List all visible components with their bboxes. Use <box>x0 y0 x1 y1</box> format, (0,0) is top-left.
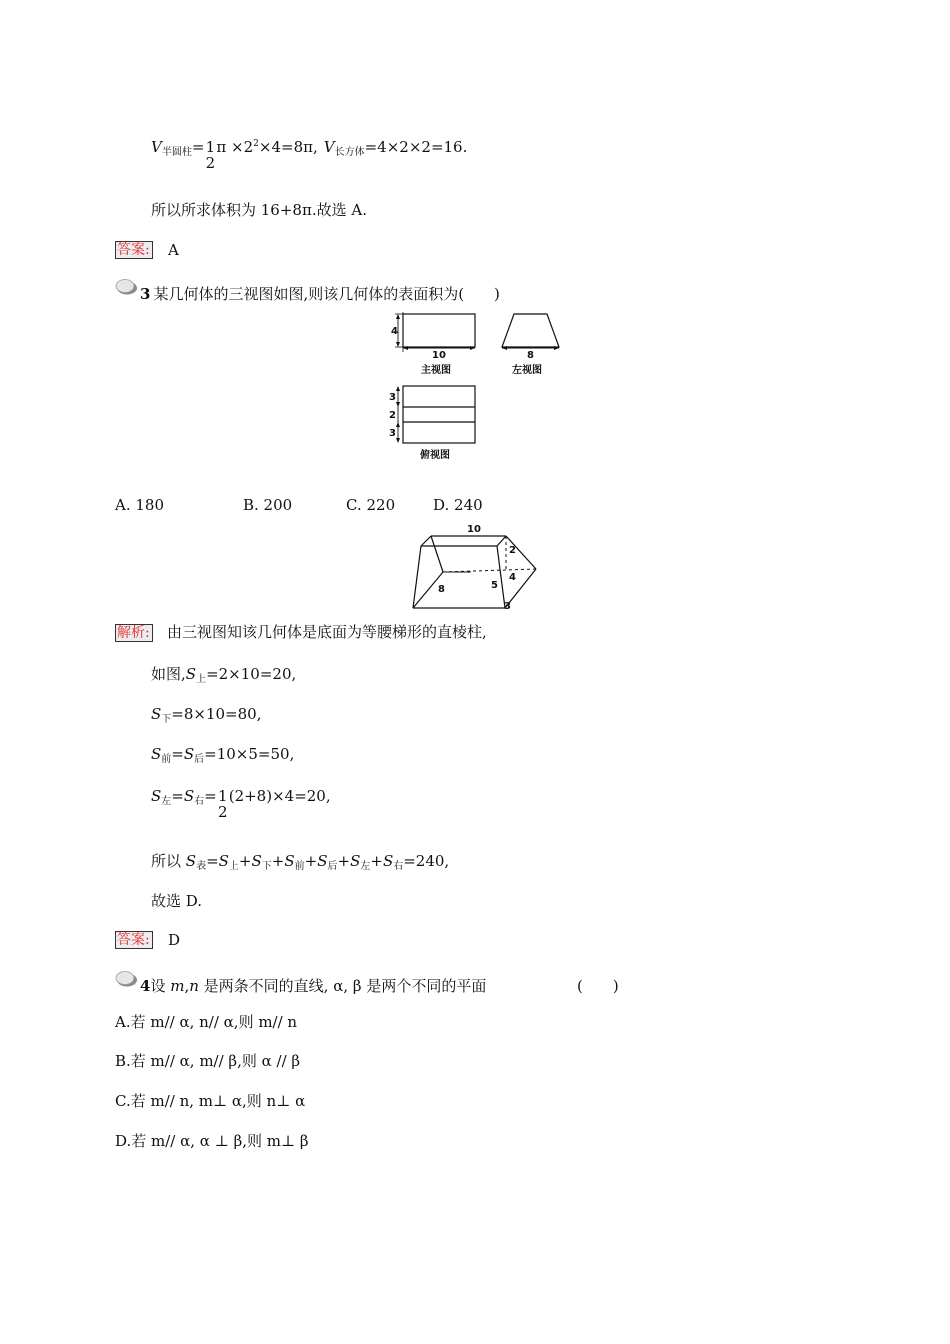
fraction-half <box>217 786 229 821</box>
v-symbol: V <box>323 138 335 156</box>
area-symbol: S <box>151 705 162 723</box>
v-subscript: 半圆柱 <box>161 147 192 158</box>
analysis-line-4 <box>151 786 331 821</box>
line-text: =8×10=80, <box>171 705 262 723</box>
question-text: 某几何体的三视图如图,则该几何体的表面积为( ) <box>153 285 500 303</box>
v-subscript: 长方体 <box>334 147 365 158</box>
analysis-line-1 <box>151 664 296 690</box>
solid-label-slant: 5 <box>491 580 498 591</box>
analysis-tag: 解析: <box>115 624 153 642</box>
fraction-denominator: 2 <box>205 154 216 172</box>
area-symbol: S <box>185 852 197 870</box>
solid-label-bottom: 3 <box>504 601 511 612</box>
line-text: (2+8)×4=20, <box>228 787 331 805</box>
question-text: , <box>184 977 190 995</box>
answer-tag: 答案: <box>115 931 153 949</box>
formula-part: =4×2×2=16. <box>364 138 468 156</box>
var-n: n <box>189 977 199 995</box>
question-bullet-icon <box>115 279 137 295</box>
area-subscript: 右 <box>194 796 205 807</box>
solid-label-slant-top: 2 <box>509 545 516 556</box>
area-subscript: 下 <box>161 714 172 725</box>
analysis-line-6: 故选 D. <box>151 892 203 910</box>
question-text: 是两条不同的直线, α, β 是两个不同的平面 <box>198 977 487 995</box>
area-subscript: 右 <box>393 861 404 872</box>
area-symbol: S <box>185 665 197 683</box>
formula-part: π ×2 <box>216 138 254 156</box>
top-depth-label-3: 3 <box>389 428 396 439</box>
area-symbol: S <box>317 852 328 870</box>
equals-sign: = <box>204 787 217 805</box>
area-subscript: 上 <box>196 674 207 685</box>
area-subscript: 前 <box>161 754 172 765</box>
solid-label-top: 10 <box>467 524 481 535</box>
area-subscript: 前 <box>294 861 305 872</box>
question-4-stem <box>140 976 486 996</box>
q4-option-a: A.若 m// α, n// α,则 m// n <box>115 1013 298 1031</box>
conclusion-text: 所以所求体积为 16+8π.故选 A. <box>151 201 367 219</box>
area-symbol: S <box>151 787 162 805</box>
operator: + <box>337 852 351 870</box>
operator: + <box>304 852 318 870</box>
top-caption: 俯视图 <box>420 450 450 461</box>
equals-sign: = <box>171 745 184 763</box>
fraction-numerator: 1 <box>217 787 228 805</box>
line-text: 所以 <box>151 852 186 870</box>
q4-option-b: B.若 m// α, m// β,则 α // β <box>115 1052 301 1070</box>
var-m: m <box>170 977 185 995</box>
answer-value: A <box>168 241 179 259</box>
question-bullet-icon <box>115 971 137 987</box>
area-symbol: S <box>183 787 195 805</box>
fraction-denominator: 2 <box>217 803 228 821</box>
surface-sum-expression <box>186 852 449 870</box>
fraction-half <box>204 137 216 172</box>
operator: + <box>271 852 285 870</box>
equals-sign: = <box>191 138 205 156</box>
front-height-label: 4 <box>391 326 398 337</box>
operator: + <box>370 852 383 870</box>
exponent: 2 <box>253 139 259 149</box>
analysis-line-2 <box>151 704 261 730</box>
line-text: =10×5=50, <box>204 745 295 763</box>
prism-figure <box>405 522 545 614</box>
side-caption: 左视图 <box>512 365 542 376</box>
area-subscript: 左 <box>360 861 371 872</box>
operator: = <box>206 852 219 870</box>
answer-tag: 答案: <box>115 241 153 259</box>
v-symbol: V <box>151 138 162 156</box>
area-subscript: 下 <box>261 861 272 872</box>
analysis-line-5 <box>151 851 449 877</box>
line-text: =2×10=20, <box>206 665 297 683</box>
question-3-stem <box>140 284 500 304</box>
area-symbol: S <box>382 852 394 870</box>
equals-sign: = <box>171 787 184 805</box>
area-symbol: S <box>183 745 195 763</box>
area-subscript: 左 <box>161 796 172 807</box>
top-depth-label-1: 3 <box>389 392 396 403</box>
option-c: C. 220 <box>346 496 396 514</box>
side-width-label: 8 <box>527 350 534 361</box>
area-symbol: S <box>350 852 361 870</box>
question-number: 4 <box>140 977 151 995</box>
solid-label-height: 4 <box>509 572 516 583</box>
area-subscript: 后 <box>327 861 338 872</box>
option-a: A. 180 <box>115 496 164 514</box>
operator: + <box>238 852 252 870</box>
q4-option-d: D.若 m// α, α ⊥ β,则 m⊥ β <box>115 1132 309 1150</box>
top-depth-label-2: 2 <box>389 410 396 421</box>
area-symbol: S <box>218 852 229 870</box>
option-b: B. 200 <box>243 496 293 514</box>
solid-label-base: 8 <box>438 584 445 595</box>
answer-paren: ( ) <box>577 977 619 995</box>
analysis-intro: 由三视图知该几何体是底面为等腰梯形的直棱柱, <box>167 623 487 641</box>
front-width-label: 10 <box>432 350 446 361</box>
area-subscript: 后 <box>194 754 205 765</box>
area-subscript: 表 <box>196 861 207 872</box>
area-subscript: 上 <box>228 861 239 872</box>
operator: =240, <box>403 852 450 870</box>
volume-formula-line <box>151 134 468 172</box>
answer-value: D <box>168 931 181 949</box>
area-symbol: S <box>284 852 295 870</box>
analysis-line-3 <box>151 744 294 770</box>
three-views-figure <box>385 310 575 465</box>
front-caption: 主视图 <box>421 365 451 376</box>
question-text: 设 <box>150 977 171 995</box>
line-text: 如图, <box>151 665 186 683</box>
area-symbol: S <box>251 852 262 870</box>
question-number: 3 <box>140 285 151 303</box>
q4-option-c: C.若 m// n, m⊥ α,则 n⊥ α <box>115 1092 306 1110</box>
fraction-numerator: 1 <box>205 138 216 156</box>
formula-part: ×4=8π, <box>258 138 318 156</box>
option-d: D. 240 <box>433 496 483 514</box>
area-symbol: S <box>151 745 162 763</box>
